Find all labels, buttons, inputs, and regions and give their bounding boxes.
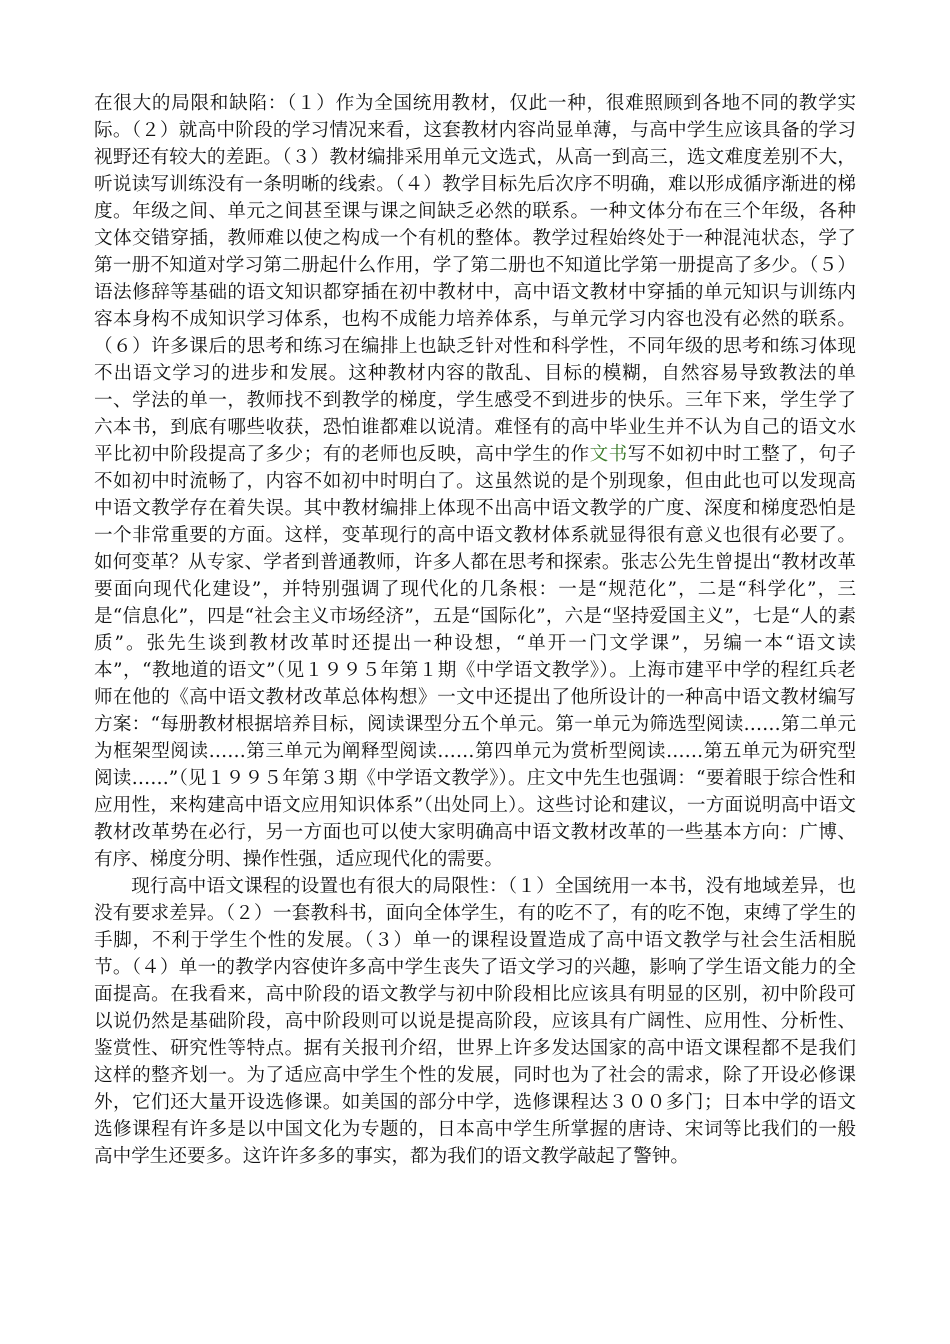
paragraph-1-highlight: 文书 <box>589 444 628 465</box>
paragraph-1-text-before: 在很大的局限和缺陷：（１）作为全国统用教材，仅此一种，很难照顾到各地不同的教学实际。（２）就高中阶段的学习情况来看，这套教材内容尚显单薄，与高中学生应该具备的学习视野还有较大的差距。（３）教材编排采用单元文选式，从高一到高三，选文难度差别不大，听说读写训练没有一条明晰的线索。（４）教学目标先后次序不明确，难以形成循序渐进的梯度。年级之间、单元之间甚至课与课之间缺乏必然的联系。一种文体分布在三个年级，各种文体交错穿插，教师难以使之构成一个有机的整体。教学过程始终处于一种混沌状态，学了第一册不知道对学习第二册起什么作用，学了第二册也不知道比学第一册提高了多少。（５）语法修辞等基础的语文知识都穿插在初中教材中，高中语文教材中穿插的单元知识与训练内容本身构不成知识学习体系，也构不成能力培养体系，与单元学习内容也没有必然的联系。（６）许多课后的思考和练习在编排上也缺乏针对性和科学性，不同年级的思考和练习体现不出语文学习的进步和发展。这种教材内容的散乱、目标的模糊，自然容易导致教法的单一、学法的单一，教师找不到教学的梯度，学生感受不到进步的快乐。三年下来，学生学了六本书，到底有哪些收获，恐怕谁都难以说清。难怪有的高中毕业生并不认为自己的语文水平比初中阶段提高了多少；有的老师也反映，高中学生的作 <box>94 93 856 465</box>
paragraph-2: 现行高中语文课程的设置也有很大的局限性：（１）全国统用一本书，没有地域差异，也没有要求差异。（２）一套教科书，面向全体学生，有的吃不了，有的吃不饱，束缚了学生的手脚，不利于学生个性的发展。（３）单一的课程设置造成了高中语文教学与社会生活相脱节。（４）单一的教学内容使许多高中学生丧失了语文学习的兴趣，影响了学生语文能力的全面提高。在我看来，高中阶段的语文教学与初中阶段相比应该具有明显的区别，初中阶段可以说仍然是基础阶段，高中阶段则可以说是提高阶段，应该具有广阔性、应用性、分析性、鉴赏性、研究性等特点。据有关报刊介绍，世界上许多发达国家的高中语文课程都不是我们这样的整齐划一。为了适应高中学生个性的发展，同时也为了社会的需求，除了开设必修课外，它们还大量开设选修课。如美国的部分中学，选修课程达３００多门；日本中学的语文选修课程有许多是以中国文化为专题的，日本高中学生所掌握的唐诗、宋词等比我们的一般高中学生还要多。这许许多多的事实，都为我们的语文教学敲起了警钟。 <box>94 876 856 1167</box>
paragraph-1 <box>94 90 856 873</box>
document-page <box>94 90 856 1170</box>
paragraph-1-text-after: 写不如初中时工整了，句子不如初中时流畅了，内容不如初中时明白了。这虽然说的是个别现象，但由此也可以发现高中语文教学存在着失误。其中教材编排上体现不出高中语文教学的广度、深度和梯度恐怕是一个非常重要的方面。这样，变革现行的高中语文教材体系就显得很有意义也很有必要了。如何变革？从专家、学者到普通教师，许多人都在思考和探索。张志公先生曾提出“教材改革要面向现代化建设”，并特别强调了现代化的几条根：一是“规范化”，二是“科学化”，三是“信息化”，四是“社会主义市场经济”，五是“国际化”，六是“坚持爱国主义”，七是“人的素质”。张先生谈到教材改革时还提出一种设想，“单开一门文学课”，另编一本“语文读本”，“教地道的语文”（见１９９５年第１期《中学语文教学》）。上海市建平中学的程红兵老师在他的《高中语文教材改革总体构想》一文中还提出了他所设计的一种高中语文教材编写方案：“每册教材根据培养目标，阅读课型分五个单元。第一单元为筛选型阅读……第二单元为框架型阅读……第三单元为阐释型阅读……第四单元为赏析型阅读……第五单元为研究型阅读……”（见１９９５年第３期《中学语文教学》）。庄文中先生也强调：“要着眼于综合性和应用性，来构建高中语文应用知识体系”（出处同上）。这些讨论和建议，一方面说明高中语文教材改革势在必行，另一方面也可以使大家明确高中语文教材改革的一些基本方向：广博、有序、梯度分明、操作性强，适应现代化的需要。 <box>94 444 856 870</box>
